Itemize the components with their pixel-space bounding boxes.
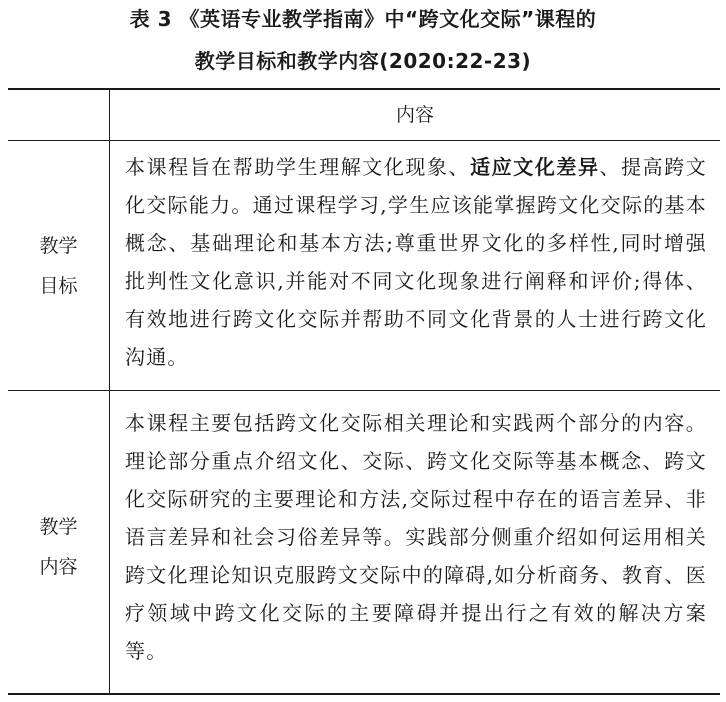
row-label-teaching-goals [8,226,109,306]
table-bottom-rule [8,693,720,695]
table-row-divider [8,390,720,391]
table-header-content: 内容 [395,104,434,126]
table-header-rule [8,140,720,141]
row-label-line: 目标 [39,275,78,297]
table-caption-line1: 表 3 《英语专业教学指南》中“跨文化交际”课程的 [129,7,597,31]
row-label-teaching-content [8,507,109,587]
row-label-line: 内容 [39,556,78,578]
goal-text-after: 、提高跨文化交际能力。通过课程学习,学生应该能掌握跨文化交际的基本概念、基础理论和基本方法;尊重世界文化的多样性,同时增强批判性文化意识,并能对不同文化现象进行阐释和评价;得体、有效地进行跨文化交际并帮助不同文化背景的人士进行跨文化沟通。 [125,155,708,369]
row-label-line: 教学 [39,235,78,257]
row-text-teaching-content: 本课程主要包括跨文化交际相关理论和实践两个部分的内容。理论部分重点介绍文化、交际、跨文化交际等基本概念、跨文化交际研究的主要理论和方法,交际过程中存在的语言差异、非语言差异和社会习俗差异等。实践部分侧重介绍如何运用相关跨文化理论知识克服跨文交际中的障碍,如分析商务、教育、医疗领域中跨文化交际的主要障碍并提出行之有效的解决方案等。 [125,411,707,663]
goal-text-before: 本课程旨在帮助学生理解文化现象、 [125,155,471,179]
row-text-teaching-goals [125,148,707,376]
row-label-line: 教学 [39,516,78,538]
goal-text-emphasis: 适应文化差异 [470,155,600,179]
table-caption-line2: 教学目标和教学内容(2020:22-23) [194,49,532,73]
table-column-divider [109,90,110,693]
